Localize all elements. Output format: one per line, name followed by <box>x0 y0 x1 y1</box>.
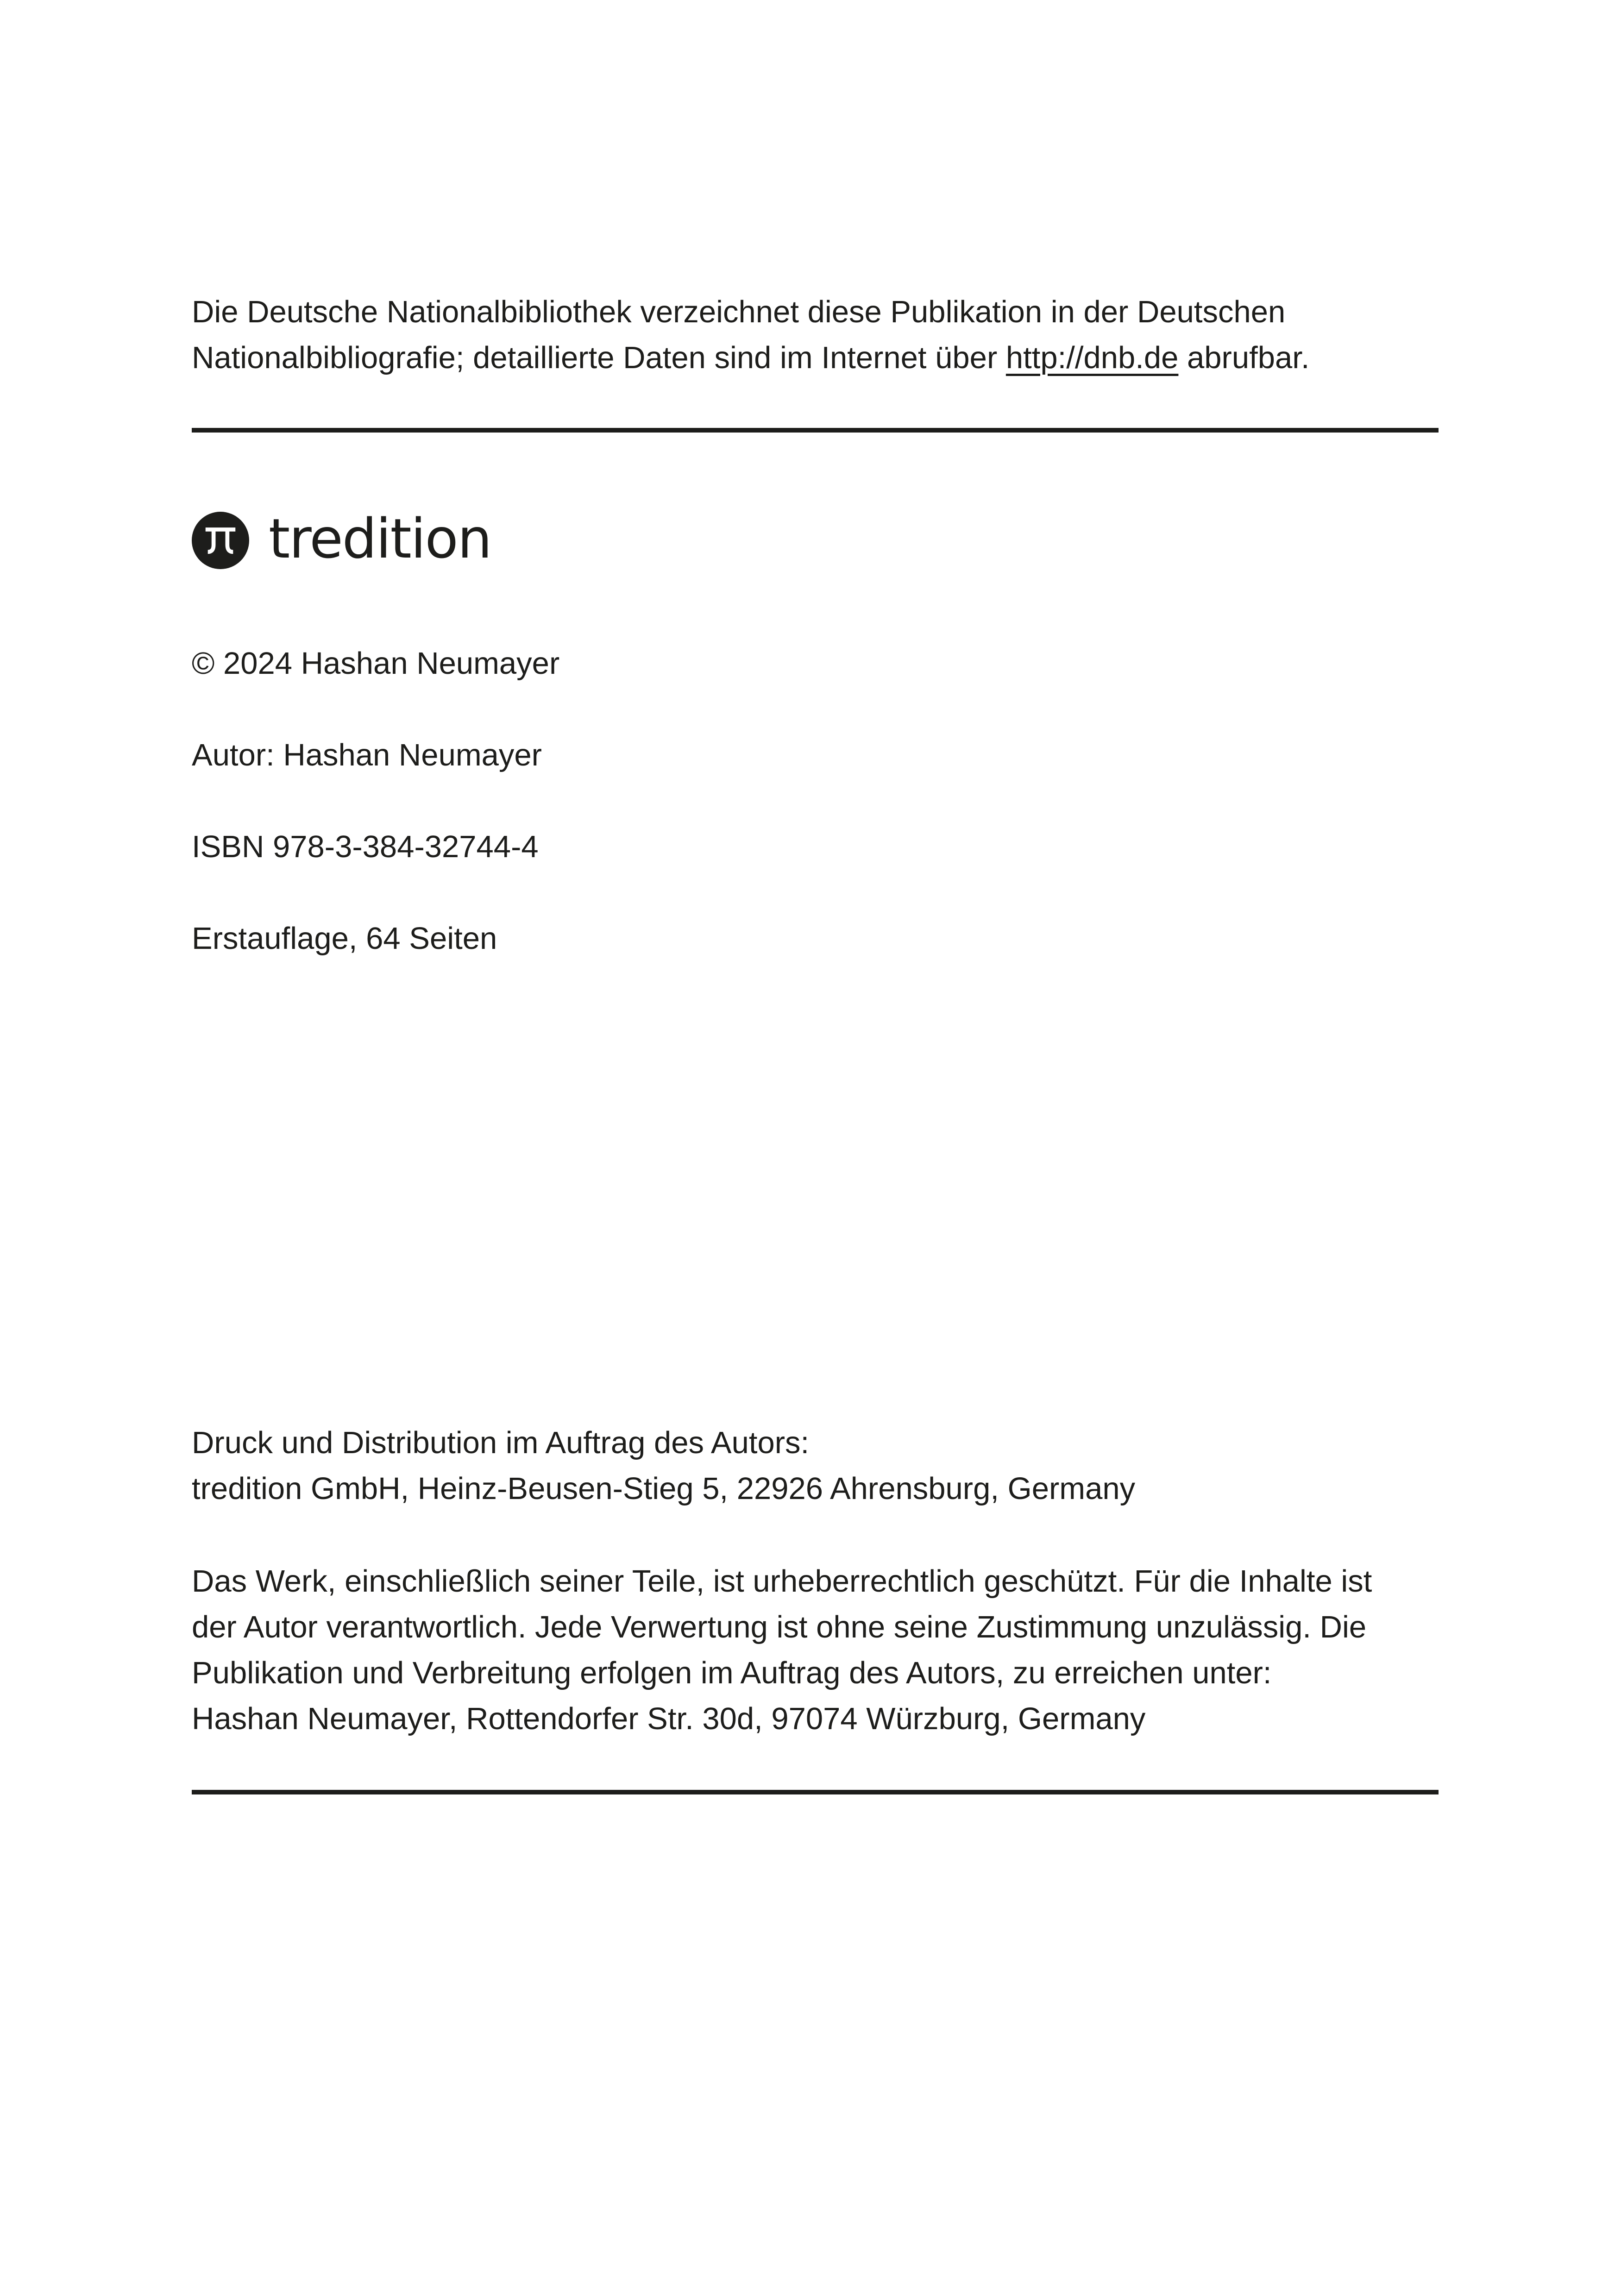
top-divider <box>192 428 1439 433</box>
legal-line-3: Publikation und Verbreitung erfolgen im Auftrag des Autors, zu erreichen unter: <box>192 1656 1272 1690</box>
distribution-line-1: Druck und Distribution im Auftrag des Autors: <box>192 1425 810 1460</box>
publisher-wordmark: tredition <box>269 507 491 571</box>
legal-line-4: Hashan Neumayer, Rottendorfer Str. 30d, 97074 Würzburg, Germany <box>192 1701 1146 1736</box>
cip-notice-line-2 <box>192 335 1310 381</box>
copyright-line: © 2024 Hashan Neumayer <box>192 646 560 681</box>
legal-line-1: Das Werk, einschließlich seiner Teile, ist urheberrechtlich geschützt. Für die Inhalte ist <box>192 1564 1372 1599</box>
cip-notice-suffix: abrufbar. <box>1178 340 1310 375</box>
isbn-line: ISBN 978-3-384-32744-4 <box>192 829 539 864</box>
distribution-line-2: tredition GmbH, Heinz-Beusen-Stieg 5, 22926 Ahrensburg, Germany <box>192 1471 1136 1506</box>
publisher-logo <box>192 507 491 571</box>
legal-line-2: der Autor verantwortlich. Jede Verwertung ist ohne seine Zustimmung unzulässig. Die <box>192 1610 1367 1644</box>
tredition-logo-icon <box>192 512 249 569</box>
dnb-link[interactable]: http://dnb.de <box>1005 340 1179 375</box>
author-line: Autor: Hashan Neumayer <box>192 738 542 772</box>
cip-notice-line-1: Die Deutsche Nationalbibliothek verzeichnet diese Publikation in der Deutschen <box>192 295 1286 329</box>
cip-notice-text: Nationalbibliografie; detaillierte Daten sind im Internet über <box>192 340 1006 375</box>
edition-line: Erstauflage, 64 Seiten <box>192 921 497 956</box>
bottom-divider <box>192 1790 1439 1794</box>
